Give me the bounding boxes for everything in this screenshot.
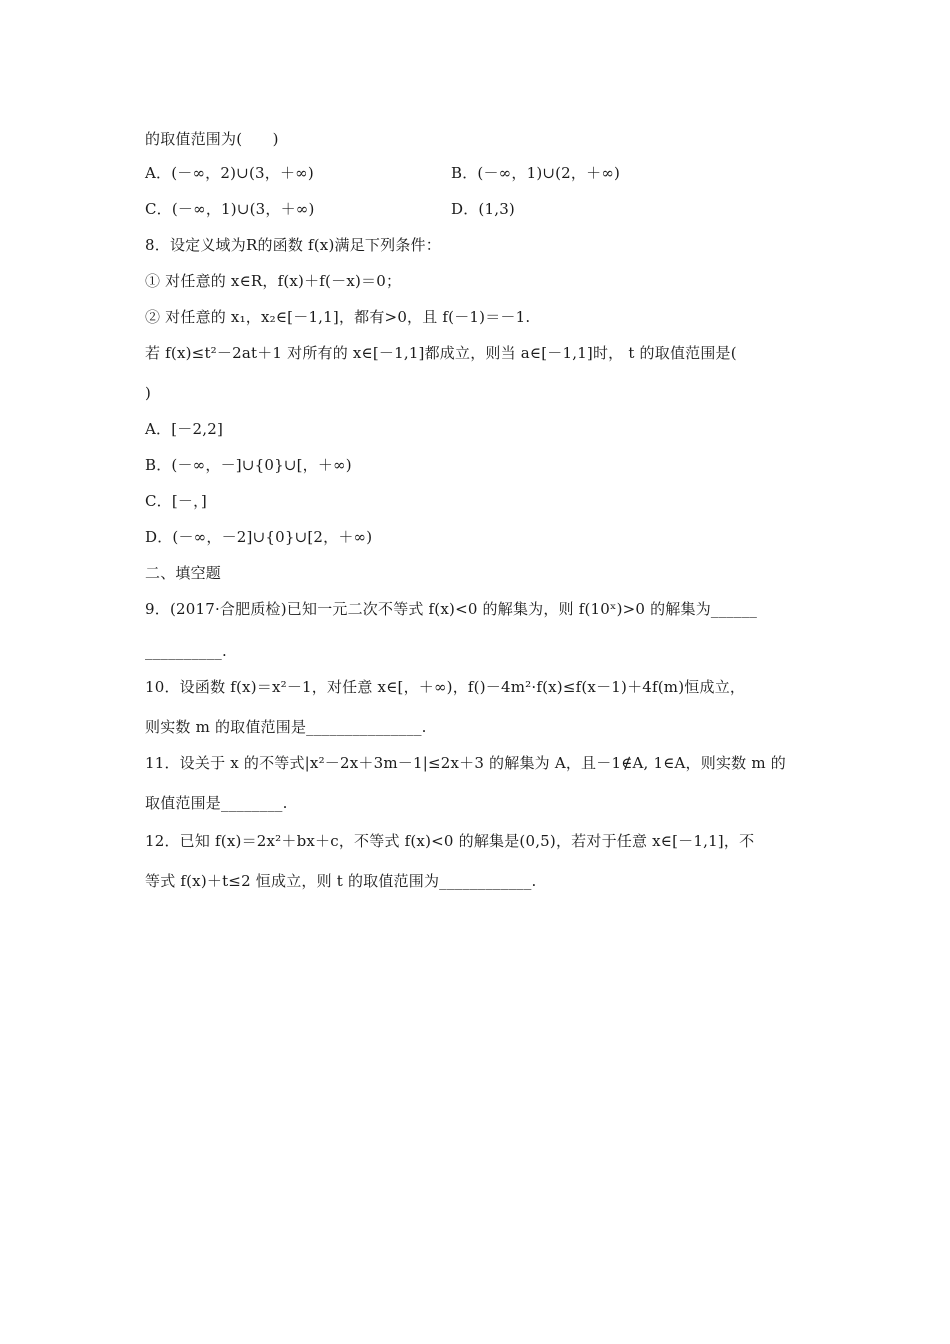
q8-condition-2: ② 对任意的 x₁，x₂∈[－1,1]，都有>0，且 f(－1)＝－1.	[145, 308, 531, 326]
q12-stem: 12．已知 f(x)＝2x²＋bx＋c，不等式 f(x)<0 的解集是(0,5)，若对于任意 x∈[－1,1]，不	[145, 832, 755, 850]
q8-option-b: B．(－∞，－]∪{0}∪[，＋∞)	[145, 456, 352, 474]
q12-blank: 等式 f(x)＋t≤2 恒成立，则 t 的取值范围为____________.	[145, 872, 537, 890]
q8-stem: 8．设定义域为R的函数 f(x)满足下列条件：	[145, 236, 441, 254]
q7-option-b: B．(－∞，1)∪(2，＋∞)	[451, 164, 621, 182]
q7-option-c: C．(－∞，1)∪(3，＋∞)	[145, 200, 315, 218]
section-heading-fill-in: 二、填空题	[145, 564, 222, 582]
q8-question-close: )	[145, 384, 152, 402]
q8-option-a: A．[－2,2]	[145, 420, 223, 438]
q7-option-d: D．(1,3)	[451, 200, 515, 218]
q7-stem-tail: 的取值范围为( )	[145, 130, 279, 148]
q7-option-a: A．(－∞，2)∪(3，＋∞)	[145, 164, 314, 182]
q8-condition-1: ① 对任意的 x∈R，f(x)＋f(－x)＝0；	[145, 272, 402, 290]
q8-option-d: D．(－∞，－2]∪{0}∪[2，＋∞)	[145, 528, 373, 546]
q10-blank: 则实数 m 的取值范围是_______________.	[145, 718, 427, 736]
q10-stem: 10．设函数 f(x)＝x²－1，对任意 x∈[，＋∞)，f()－4m²·f(x)≤f(x－1)＋4f(m)恒成立，	[145, 678, 746, 696]
q8-question: 若 f(x)≤t²－2at＋1 对所有的 x∈[－1,1]都成立，则当 a∈[－1,1]时， t 的取值范围是(	[145, 344, 737, 362]
q9-stem: 9．(2017·合肥质检)已知一元二次不等式 f(x)<0 的解集为，则 f(10ˣ)>0 的解集为______	[145, 600, 758, 618]
q9-blank: __________.	[145, 642, 227, 660]
q8-option-c: C．[－，]	[145, 492, 207, 510]
q11-stem: 11．设关于 x 的不等式|x²－2x＋3m－1|≤2x＋3 的解集为 A，且－1∉A, 1∈A，则实数 m 的	[145, 754, 786, 772]
q11-blank: 取值范围是________.	[145, 794, 288, 812]
